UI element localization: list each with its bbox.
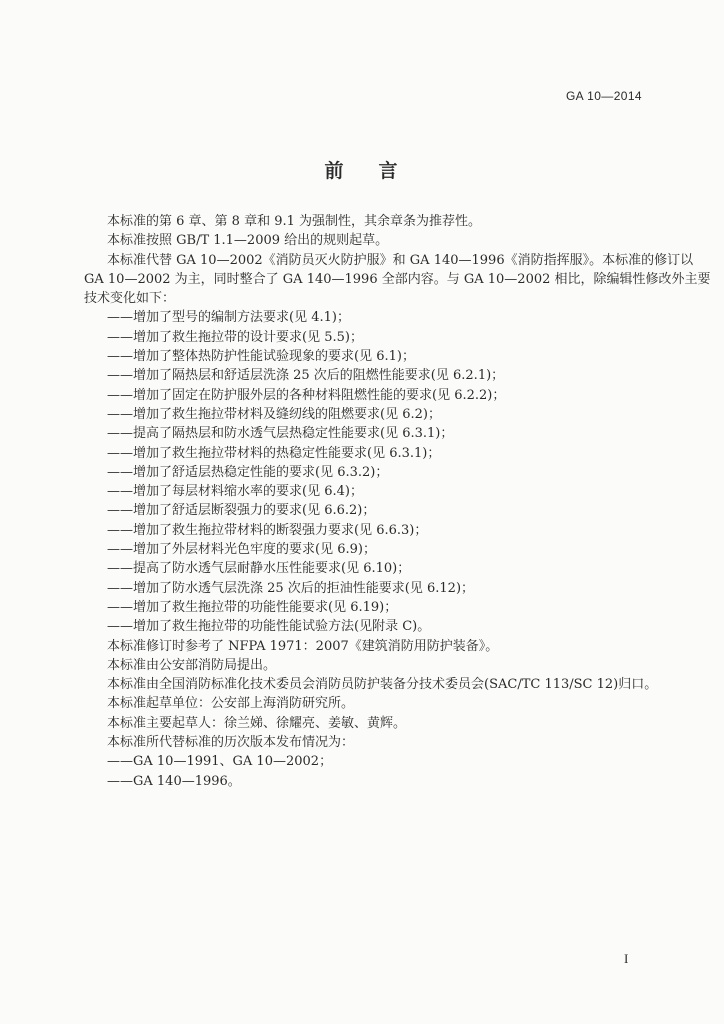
list-item: ——增加了防水透气层洗涤 25 次后的拒油性能要求(见 6.12)； bbox=[107, 580, 475, 596]
list-item: ——增加了救生拖拉带的功能性能试验方法(见附录 C)。 bbox=[107, 619, 431, 635]
paragraph-drafting-unit: 本标准起草单位：公安部上海消防研究所。 bbox=[107, 696, 355, 712]
list-item: ——增加了固定在防护服外层的各种材料阻燃性能的要求(见 6.2.2)； bbox=[107, 387, 506, 403]
technical-changes-list bbox=[0, 308, 724, 636]
list-item: ——增加了隔热层和舒适层洗涤 25 次后的阻燃性能要求(见 6.2.1)； bbox=[107, 368, 505, 384]
paragraph-drafters: 本标准主要起草人：徐兰娣、徐耀亮、姜敏、黄辉。 bbox=[107, 715, 407, 731]
version-history-list bbox=[0, 752, 724, 791]
list-item: ——增加了救生拖拉带材料的断裂强力要求(见 6.6.3)； bbox=[107, 522, 428, 538]
paragraph-administered-by: 本标准由全国消防标准化技术委员会消防员防护装备分技术委员会(SAC/TC 113/SC 12)归口。 bbox=[107, 677, 658, 693]
paragraph-proposed-by: 本标准由公安部消防局提出。 bbox=[107, 657, 277, 673]
paragraph-replaces-line: GA 10—2002 为主，同时整合了 GA 140—1996 全部内容。与 GA 10—2002 相比，除编辑性修改外主要 bbox=[84, 271, 711, 287]
paragraph-mandatory-clauses: 本标准的第 6 章、第 8 章和 9.1 为强制性，其余章条为推荐性。 bbox=[107, 214, 482, 229]
list-item: ——增加了救生拖拉带材料的热稳定性能要求(见 6.3.1)； bbox=[107, 445, 441, 461]
foreword-body bbox=[0, 212, 724, 791]
paragraph-drafting-rules: 本标准按照 GB/T 1.1—2009 给出的规则起草。 bbox=[107, 233, 389, 249]
list-item: ——增加了救生拖拉带的设计要求(见 5.5)； bbox=[107, 329, 363, 345]
list-item: ——增加了救生拖拉带的功能性能要求(见 6.19)； bbox=[107, 599, 398, 615]
list-item: ——GA 10—1991、GA 10—2002； bbox=[107, 754, 333, 770]
paragraph-replaces-line: 技术变化如下： bbox=[84, 291, 176, 307]
page-title: 前 言 bbox=[324, 160, 406, 182]
list-item: ——增加了救生拖拉带材料及缝纫线的阻燃要求(见 6.2)； bbox=[107, 406, 441, 422]
list-item: ——提高了防水透气层耐静水压性能要求(见 6.10)； bbox=[107, 561, 411, 577]
page-number: I bbox=[624, 951, 629, 966]
list-item: ——增加了舒适层断裂强力的要求(见 6.6.2)； bbox=[107, 503, 376, 519]
paragraph-reference: 本标准修订时参考了 NFPA 1971：2007《建筑消防用防护装备》。 bbox=[107, 638, 499, 654]
paragraph-history-intro: 本标准所代替标准的历次版本发布情况为： bbox=[107, 735, 355, 751]
list-item: ——提高了隔热层和防水透气层热稳定性能要求(见 6.3.1)； bbox=[107, 426, 454, 442]
list-item: ——增加了舒适层热稳定性能的要求(见 6.3.2)； bbox=[107, 464, 389, 480]
list-item: ——增加了整体热防护性能试验现象的要求(见 6.1)； bbox=[107, 349, 415, 365]
list-item: ——增加了型号的编制方法要求(见 4.1)； bbox=[107, 310, 350, 326]
list-item: ——增加了每层材料缩水率的要求(见 6.4)； bbox=[107, 484, 363, 500]
list-item: ——增加了外层材料光色牢度的要求(见 6.9)； bbox=[107, 542, 376, 558]
paragraph-replaces-line: 本标准代替 GA 10—2002《消防员灭火防护服》和 GA 140—1996《消防指挥服》。本标准的修订以 bbox=[107, 252, 694, 268]
standard-code-header: GA 10—2014 bbox=[565, 89, 642, 103]
list-item: ——GA 140—1996。 bbox=[107, 773, 241, 789]
